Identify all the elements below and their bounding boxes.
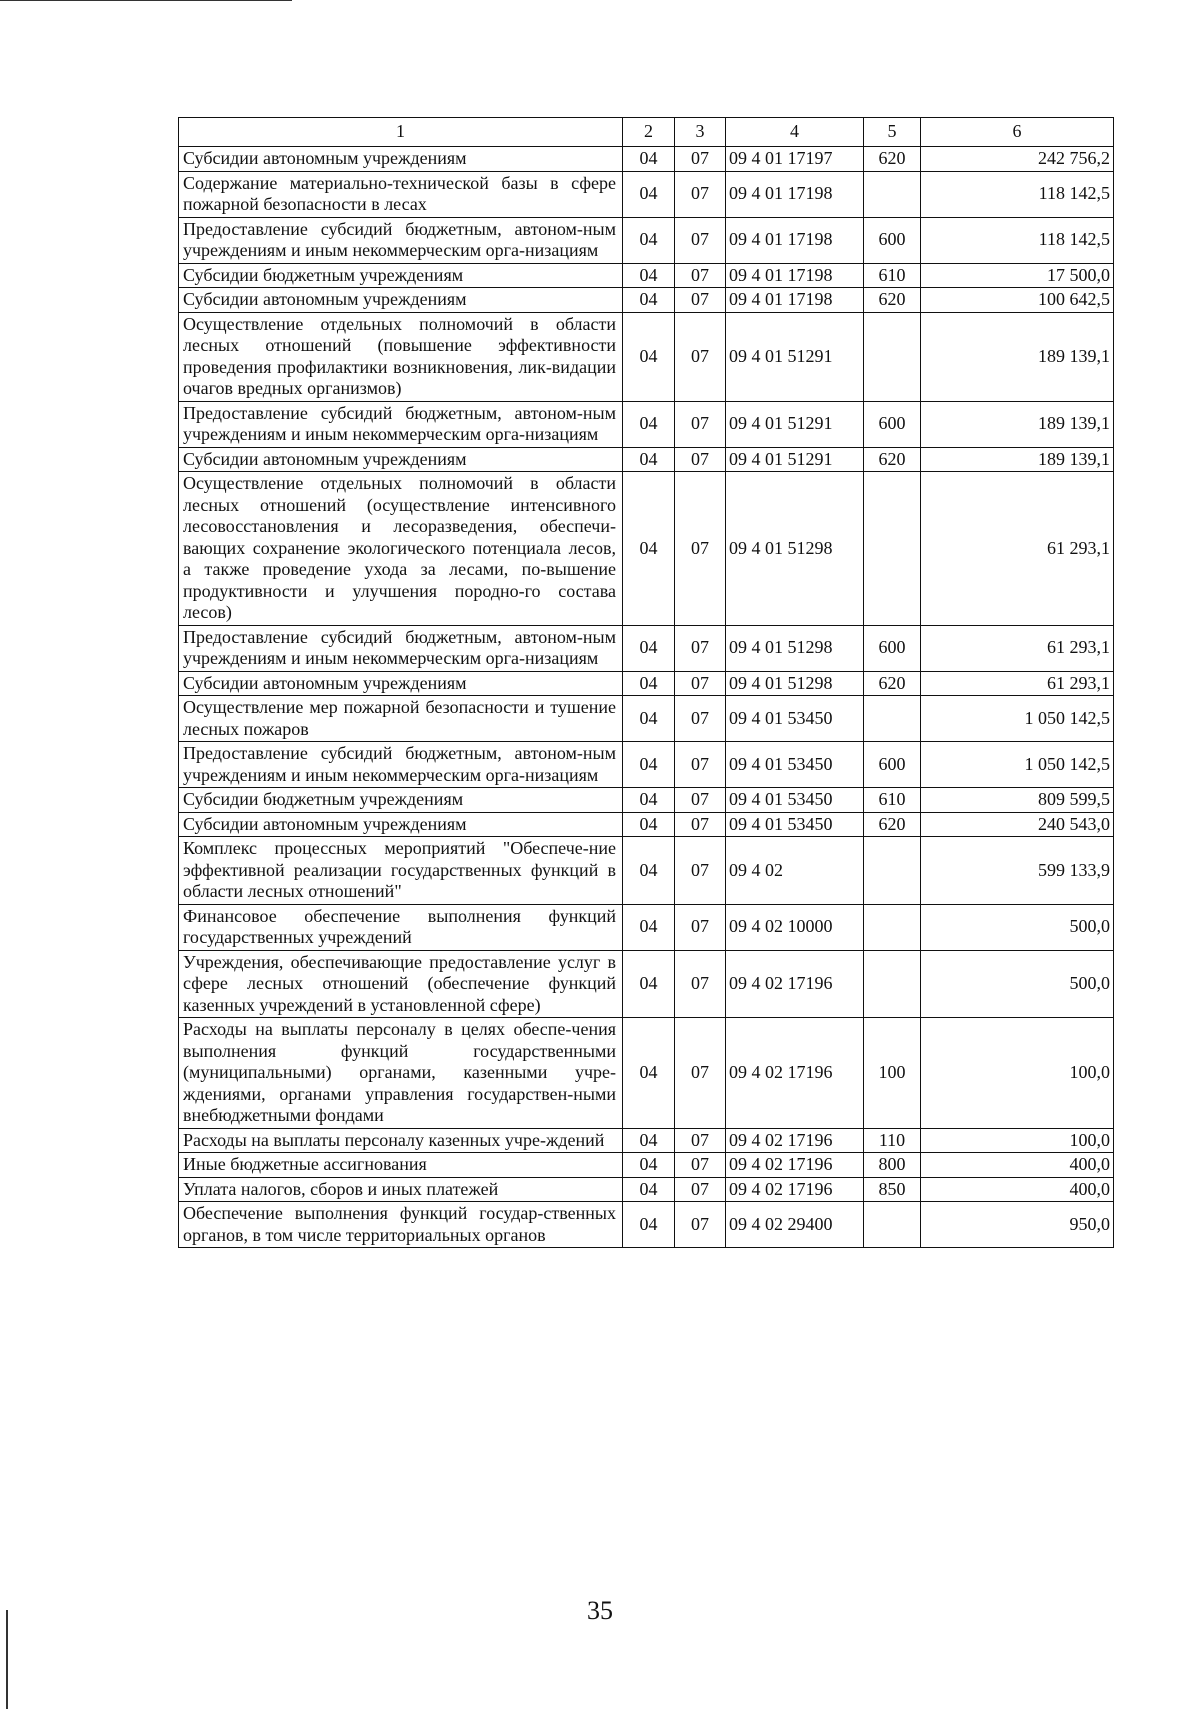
expense-type-code: 600	[864, 625, 921, 671]
expense-type-code: 600	[864, 401, 921, 447]
item-name: Осуществление отдельных полномочий в области лесных отношений (повышение эффективности проведения профилактики возникновения, лик-видации очагов вредных организмов)	[179, 312, 623, 401]
expense-type-code	[864, 312, 921, 401]
target-article-code: 09 4 01 51291	[726, 447, 864, 472]
table-row	[179, 742, 1114, 788]
amount: 240 543,0	[921, 812, 1114, 837]
section-code: 04	[623, 625, 675, 671]
table-row	[179, 625, 1114, 671]
expense-type-code	[864, 472, 921, 626]
amount: 17 500,0	[921, 263, 1114, 288]
amount: 100 642,5	[921, 288, 1114, 313]
target-article-code: 09 4 01 51291	[726, 401, 864, 447]
item-name: Субсидии автономным учреждениям	[179, 447, 623, 472]
table-row	[179, 1177, 1114, 1202]
subsection-code: 07	[675, 950, 726, 1018]
section-code: 04	[623, 788, 675, 813]
subsection-code: 07	[675, 671, 726, 696]
table-row	[179, 217, 1114, 263]
target-article-code: 09 4 02	[726, 837, 864, 905]
item-name: Учреждения, обеспечивающие предоставление услуг в сфере лесных отношений (обеспечение функций казенных учреждений в установленной сфере)	[179, 950, 623, 1018]
amount: 500,0	[921, 904, 1114, 950]
target-article-code: 09 4 01 53450	[726, 788, 864, 813]
section-code: 04	[623, 950, 675, 1018]
subsection-code: 07	[675, 263, 726, 288]
section-code: 04	[623, 288, 675, 313]
target-article-code: 09 4 02 17196	[726, 950, 864, 1018]
table-row	[179, 904, 1114, 950]
amount: 599 133,9	[921, 837, 1114, 905]
item-name: Комплекс процессных мероприятий "Обеспече-ние эффективной реализации государственных функций в области лесных отношений"	[179, 837, 623, 905]
target-article-code: 09 4 02 29400	[726, 1202, 864, 1248]
expense-type-code: 620	[864, 288, 921, 313]
item-name: Иные бюджетные ассигнования	[179, 1153, 623, 1178]
item-name: Предоставление субсидий бюджетным, автоном-ным учреждениям и иным некоммерческим орга-низациям	[179, 217, 623, 263]
expense-type-code	[864, 171, 921, 217]
subsection-code: 07	[675, 812, 726, 837]
amount: 189 139,1	[921, 401, 1114, 447]
expense-type-code	[864, 696, 921, 742]
item-name: Предоставление субсидий бюджетным, автоном-ным учреждениям и иным некоммерческим орга-низациям	[179, 625, 623, 671]
subsection-code: 07	[675, 742, 726, 788]
header-cell: 4	[726, 118, 864, 147]
amount: 242 756,2	[921, 147, 1114, 172]
section-code: 04	[623, 263, 675, 288]
target-article-code: 09 4 02 17196	[726, 1128, 864, 1153]
amount: 100,0	[921, 1018, 1114, 1129]
section-code: 04	[623, 1177, 675, 1202]
expense-type-code	[864, 950, 921, 1018]
table-row	[179, 401, 1114, 447]
header-cell: 3	[675, 118, 726, 147]
table-row	[179, 696, 1114, 742]
subsection-code: 07	[675, 288, 726, 313]
subsection-code: 07	[675, 147, 726, 172]
section-code: 04	[623, 147, 675, 172]
expense-type-code	[864, 837, 921, 905]
target-article-code: 09 4 01 17198	[726, 263, 864, 288]
section-code: 04	[623, 447, 675, 472]
expense-type-code: 610	[864, 263, 921, 288]
expense-type-code: 610	[864, 788, 921, 813]
table-row	[179, 472, 1114, 626]
subsection-code: 07	[675, 312, 726, 401]
table-row	[179, 1018, 1114, 1129]
item-name: Субсидии автономным учреждениям	[179, 288, 623, 313]
amount: 189 139,1	[921, 447, 1114, 472]
subsection-code: 07	[675, 401, 726, 447]
amount: 400,0	[921, 1177, 1114, 1202]
subsection-code: 07	[675, 217, 726, 263]
subsection-code: 07	[675, 788, 726, 813]
amount: 1 050 142,5	[921, 742, 1114, 788]
expense-type-code	[864, 904, 921, 950]
table-row	[179, 1153, 1114, 1178]
item-name: Субсидии автономным учреждениям	[179, 812, 623, 837]
expense-type-code: 600	[864, 742, 921, 788]
table-row	[179, 1128, 1114, 1153]
target-article-code: 09 4 02 17196	[726, 1018, 864, 1129]
subsection-code: 07	[675, 837, 726, 905]
expense-type-code: 620	[864, 447, 921, 472]
item-name: Содержание материально-технической базы в сфере пожарной безопасности в лесах	[179, 171, 623, 217]
expense-type-code: 600	[864, 217, 921, 263]
target-article-code: 09 4 01 51291	[726, 312, 864, 401]
item-name: Расходы на выплаты персоналу казенных учре-ждений	[179, 1128, 623, 1153]
section-code: 04	[623, 217, 675, 263]
item-name: Финансовое обеспечение выполнения функций государственных учреждений	[179, 904, 623, 950]
amount: 189 139,1	[921, 312, 1114, 401]
amount: 400,0	[921, 1153, 1114, 1178]
amount: 500,0	[921, 950, 1114, 1018]
header-cell: 2	[623, 118, 675, 147]
item-name: Обеспечение выполнения функций государ-ственных органов, в том числе территориальных органов	[179, 1202, 623, 1248]
target-article-code: 09 4 01 51298	[726, 472, 864, 626]
item-name: Осуществление отдельных полномочий в области лесных отношений (осуществление интенсивного лесовосстановления и лесоразведения, обеспечи-вающих сохранение экологического потенциала лесов, а также проведение ухода за лесами, по-вышение продуктивности и улучшения породно-го состава лесов)	[179, 472, 623, 626]
item-name: Осуществление мер пожарной безопасности и тушение лесных пожаров	[179, 696, 623, 742]
top-edge-line	[0, 0, 292, 1]
section-code: 04	[623, 742, 675, 788]
header-cell: 1	[179, 118, 623, 147]
section-code: 04	[623, 696, 675, 742]
expense-type-code: 850	[864, 1177, 921, 1202]
expense-type-code	[864, 1202, 921, 1248]
item-name: Субсидии автономным учреждениям	[179, 671, 623, 696]
table-row	[179, 263, 1114, 288]
amount: 61 293,1	[921, 472, 1114, 626]
budget-table	[178, 117, 1114, 1248]
amount: 1 050 142,5	[921, 696, 1114, 742]
section-code: 04	[623, 401, 675, 447]
section-code: 04	[623, 1128, 675, 1153]
table-row	[179, 171, 1114, 217]
table-row	[179, 788, 1114, 813]
amount: 61 293,1	[921, 625, 1114, 671]
amount: 950,0	[921, 1202, 1114, 1248]
section-code: 04	[623, 1153, 675, 1178]
item-name: Субсидии автономным учреждениям	[179, 147, 623, 172]
subsection-code: 07	[675, 171, 726, 217]
header-cell: 6	[921, 118, 1114, 147]
table-row	[179, 950, 1114, 1018]
amount: 118 142,5	[921, 217, 1114, 263]
table-row	[179, 812, 1114, 837]
subsection-code: 07	[675, 1202, 726, 1248]
target-article-code: 09 4 01 53450	[726, 696, 864, 742]
target-article-code: 09 4 02 10000	[726, 904, 864, 950]
table-row	[179, 671, 1114, 696]
section-code: 04	[623, 904, 675, 950]
section-code: 04	[623, 837, 675, 905]
subsection-code: 07	[675, 472, 726, 626]
target-article-code: 09 4 01 53450	[726, 812, 864, 837]
table-row	[179, 288, 1114, 313]
subsection-code: 07	[675, 625, 726, 671]
table-row	[179, 837, 1114, 905]
target-article-code: 09 4 02 17196	[726, 1153, 864, 1178]
subsection-code: 07	[675, 1177, 726, 1202]
subsection-code: 07	[675, 1128, 726, 1153]
expense-type-code: 110	[864, 1128, 921, 1153]
subsection-code: 07	[675, 1153, 726, 1178]
subsection-code: 07	[675, 1018, 726, 1129]
target-article-code: 09 4 01 53450	[726, 742, 864, 788]
subsection-code: 07	[675, 447, 726, 472]
section-code: 04	[623, 812, 675, 837]
item-name: Субсидии бюджетным учреждениям	[179, 263, 623, 288]
amount: 61 293,1	[921, 671, 1114, 696]
section-code: 04	[623, 312, 675, 401]
target-article-code: 09 4 01 51298	[726, 625, 864, 671]
target-article-code: 09 4 01 17197	[726, 147, 864, 172]
target-article-code: 09 4 01 17198	[726, 217, 864, 263]
expense-type-code: 620	[864, 671, 921, 696]
section-code: 04	[623, 171, 675, 217]
amount: 809 599,5	[921, 788, 1114, 813]
amount: 100,0	[921, 1128, 1114, 1153]
target-article-code: 09 4 01 17198	[726, 288, 864, 313]
target-article-code: 09 4 02 17196	[726, 1177, 864, 1202]
expense-type-code: 100	[864, 1018, 921, 1129]
table-body	[179, 118, 1114, 1248]
item-name: Предоставление субсидий бюджетным, автоном-ным учреждениям и иным некоммерческим орга-низациям	[179, 401, 623, 447]
table-row	[179, 147, 1114, 172]
section-code: 04	[623, 1018, 675, 1129]
subsection-code: 07	[675, 904, 726, 950]
table-row	[179, 1202, 1114, 1248]
section-code: 04	[623, 1202, 675, 1248]
table-row	[179, 447, 1114, 472]
table-row	[179, 312, 1114, 401]
header-row	[179, 118, 1114, 147]
subsection-code: 07	[675, 696, 726, 742]
expense-type-code: 620	[864, 147, 921, 172]
expense-type-code: 800	[864, 1153, 921, 1178]
expense-type-code: 620	[864, 812, 921, 837]
item-name: Субсидии бюджетным учреждениям	[179, 788, 623, 813]
amount: 118 142,5	[921, 171, 1114, 217]
item-name: Предоставление субсидий бюджетным, автоном-ным учреждениям и иным некоммерческим орга-низациям	[179, 742, 623, 788]
header-cell: 5	[864, 118, 921, 147]
target-article-code: 09 4 01 17198	[726, 171, 864, 217]
target-article-code: 09 4 01 51298	[726, 671, 864, 696]
section-code: 04	[623, 472, 675, 626]
item-name: Уплата налогов, сборов и иных платежей	[179, 1177, 623, 1202]
page-number: 35	[587, 1596, 613, 1625]
item-name: Расходы на выплаты персоналу в целях обеспе-чения выполнения функций государственными (муниципальными) органами, казенными учре-ждениями, органами управления государствен-ными внебюджетными фондами	[179, 1018, 623, 1129]
section-code: 04	[623, 671, 675, 696]
